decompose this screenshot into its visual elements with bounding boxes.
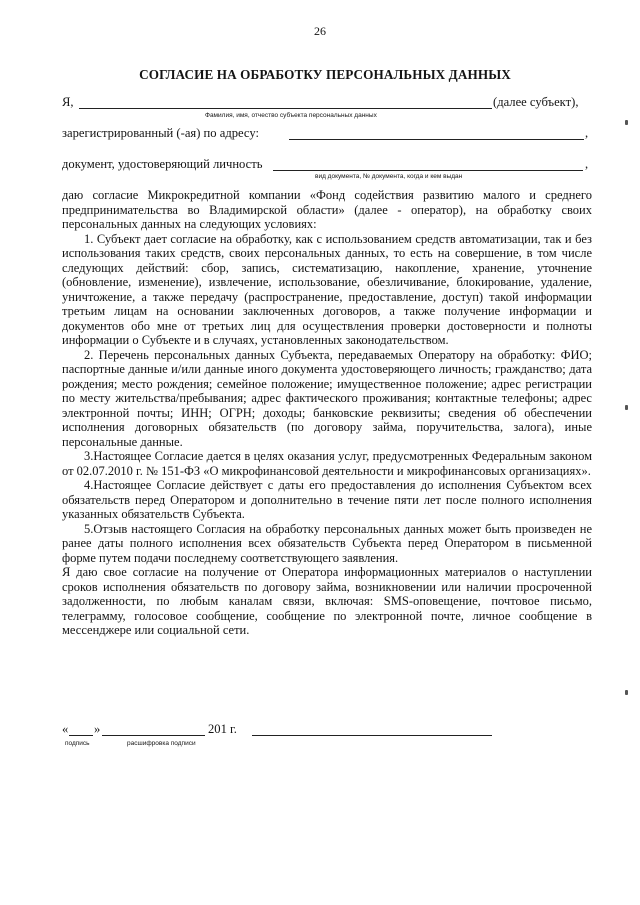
address-field[interactable] — [289, 139, 584, 140]
document-label: документ, удостоверяющий личность — [62, 157, 263, 171]
document-caption: вид документа, № документа, когда и кем выдан — [315, 173, 463, 180]
clause-2: 2. Перечень персональных данных Субъекта, передаваемых Оператору на обработку: ФИО; паспортные данные и/или данные иного документа удостоверяющего личность; гражданство; дата рождения; место рождения; семейное положение; имущественное положение; адрес регистрации по месту жительства/пребывания; адрес фактического проживания; контактные телефоны; адрес электронной почты; ИНН; ОГРН; доходы; банковские реквизиты; сведения об обеспечении исполнения договорных обязательств (по договору займа, поручительства, залога), иные персональные данные. — [62, 347, 592, 449]
signature-field[interactable] — [252, 735, 492, 736]
scan-mark-middle — [625, 405, 628, 410]
date-close-quote: » — [94, 722, 101, 736]
scan-mark-top — [625, 120, 628, 125]
notification-consent-paragraph: Я даю свое согласие на получение от Оператора информационных материалов о наступлении сроков исполнения обязательств по договору займа, возникновении или наличии просроченной задолженности, по любым каналам связи, включая: SMS-оповещение, почтовое письмо, телеграмму, голосовое сообщение, сообщение по электронной почте, личное сообщение в мессенджере или социальной сети. — [62, 565, 592, 637]
date-day-field[interactable] — [69, 735, 93, 736]
signature-caption: подпись — [65, 740, 90, 747]
document-suffix: , — [585, 157, 589, 171]
date-month-field[interactable] — [102, 735, 205, 736]
intro-paragraph: даю согласие Микрокредитной компании «Фонд содействия развитию малого и среднего предпринимательства во Владимирской области» (далее - оператор), на обработку своих персональных данных на следующих условиях: — [62, 188, 592, 231]
signature-decode-caption: расшифровка подписи — [127, 740, 196, 747]
date-open-quote: « — [62, 722, 69, 736]
consent-body — [62, 188, 592, 638]
clause-5: 5.Отзыв настоящего Согласия на обработку персональных данных может быть произведен не ранее даты полного исполнения всех обязательств Субъекта перед Оператором в письменной форме путем подачи последнему соответствующего заявления. — [62, 521, 592, 565]
clause-3: 3.Настоящее Согласие дается в целях оказания услуг, предусмотренных Федеральным законом от 02.07.2010 г. № 151-ФЗ «О микрофинансовой деятельности и микрофинансовых организациях». — [62, 449, 592, 478]
address-label: зарегистрированный (-ая) по адресу: — [62, 126, 259, 140]
scan-mark-bottom — [625, 690, 628, 695]
clause-4: 4.Настоящее Согласие действует с даты его предоставления до исполнения Субъектом всех обязательств перед Оператором и дополнительно в течение пяти лет после полного исполнения указанных обязательств Субъекта. — [62, 478, 592, 521]
date-year: 201 г. — [208, 722, 237, 736]
page-number: 26 — [314, 24, 326, 38]
subject-name-caption: Фамилия, имя, отчество субъекта персональных данных — [205, 112, 377, 119]
document-field[interactable] — [273, 170, 583, 171]
address-suffix: , — [585, 126, 589, 140]
subject-suffix: (далее субъект), — [493, 95, 579, 109]
subject-prefix: Я, — [62, 95, 74, 109]
subject-name-field[interactable] — [79, 108, 492, 109]
clause-1: 1. Субъект дает согласие на обработку, как с использованием средств автоматизации, так и без использования таких средств, своих персональных данных, то есть на совершение, в том числе следующих действий: сбор, запись, систематизацию, накопление, хранение, уточнение (обновление, изменение), извлечение, использование, обезличивание, блокирование, удаление, уничтожение, а также передачу (распространение, предоставление, доступ) такой информации третьим лицам на основании заключенных договоров, а также получение информации и документов обо мне от третьих лиц для осуществления проверки достоверности и полноты информации о Субъекте и в случаях, установленных законодательством. — [62, 231, 592, 347]
document-title: СОГЛАСИЕ НА ОБРАБОТКУ ПЕРСОНАЛЬНЫХ ДАННЫХ — [139, 67, 511, 82]
